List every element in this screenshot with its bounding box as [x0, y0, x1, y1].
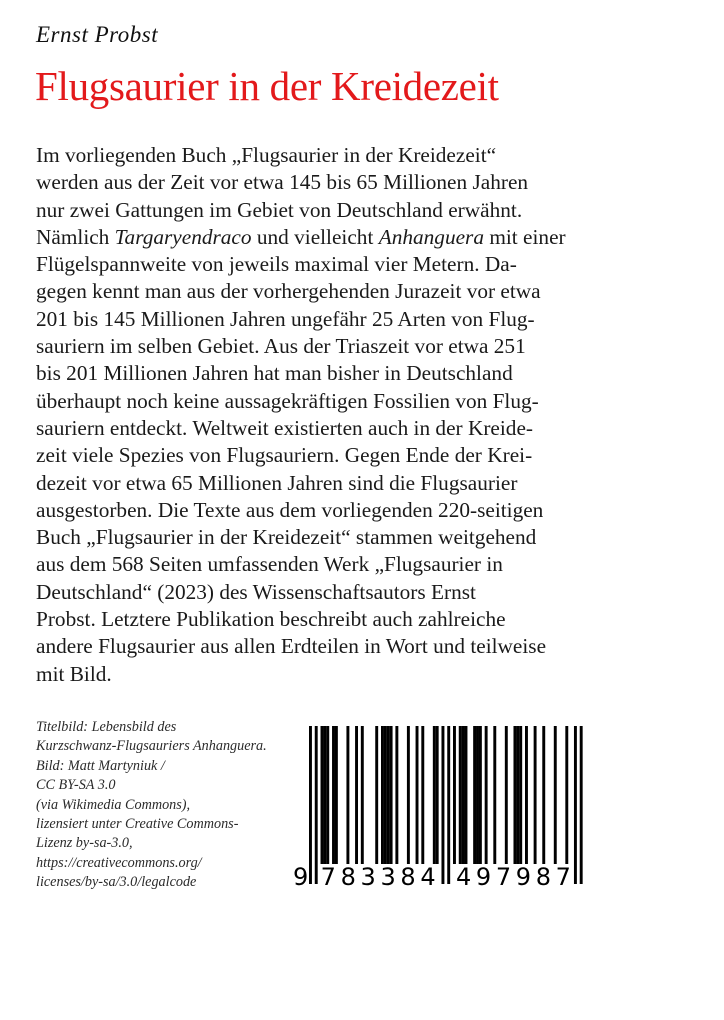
blurb-segment: mit Bild. [36, 661, 112, 686]
book-title: Flugsaurier in der Kreidezeit [35, 63, 499, 109]
blurb-line [36, 388, 636, 415]
blurb-segment: Buch „Flugsaurier in der Kreidezeit“ stammen weitgehend [36, 525, 537, 550]
blurb-line [36, 661, 636, 688]
blurb-line [36, 579, 636, 606]
blurb-line [36, 606, 636, 633]
blurb-line [36, 470, 636, 497]
blurb-segment: 201 bis 145 Millionen Jahren ungefähr 25 Arten von Flug- [36, 306, 535, 331]
blurb-segment: bis 201 Millionen Jahren hat man bisher in Deutschland [36, 361, 513, 386]
blurb-segment: Flügelspannweite von jeweils maximal vier Metern. Da- [36, 252, 517, 277]
genus-name: Targaryendraco [114, 224, 252, 249]
blurb-segment: und vielleicht [251, 224, 379, 249]
blurb-segment: Probst. Letztere Publikation beschreibt auch zahlreiche [36, 607, 506, 632]
blurb-line [36, 442, 636, 469]
author-name: Ernst Probst [36, 22, 159, 47]
blurb-segment: andere Flugsaurier aus allen Erdteilen in Wort und teilweise [36, 634, 547, 659]
blurb-line [36, 169, 636, 196]
genus-name: Anhanguera [378, 224, 484, 249]
blurb-segment: Nämlich [36, 224, 115, 249]
blurb-line [36, 633, 636, 660]
blurb-segment: ausgestorben. Die Texte aus dem vorliegenden 220-seitigen [36, 497, 544, 522]
blurb-segment: werden aus der Zeit vor etwa 145 bis 65 Millionen Jahren [36, 170, 529, 195]
blurb-line [36, 251, 636, 278]
blurb-line [36, 415, 636, 442]
blurb-segment: mit einer [484, 224, 566, 249]
credit-line: Bild: Matt Martyniuk / [36, 757, 165, 774]
credit-line: Kurzschwanz-Flugsauriers Anhanguera. [36, 738, 267, 755]
blurb-segment: Deutschland“ (2023) des Wissenschaftsautors Ernst [36, 579, 476, 604]
credit-line: (via Wikimedia Commons), [36, 796, 191, 813]
isbn-barcode [292, 726, 592, 892]
credit-line: CC BY-SA 3.0 [36, 777, 116, 794]
blurb-line [36, 278, 636, 305]
blurb-segment: überhaupt noch keine aussagekräftigen Fossilien von Flug- [36, 388, 539, 413]
barcode-left-digits: 783384 [320, 863, 436, 891]
blurb-text [36, 142, 636, 688]
blurb-segment: dezeit vor etwa 65 Millionen Jahren sind die Flugsaurier [36, 470, 518, 495]
credit-line: licenses/by-sa/3.0/legalcode [36, 874, 197, 891]
credit-line: lizensiert unter Creative Commons- [36, 816, 239, 833]
blurb-segment: gegen kennt man aus der vorhergehenden Jurazeit vor etwa [36, 279, 541, 304]
blurb-segment: zeit viele Spezies von Flugsauriern. Gegen Ende der Krei- [36, 443, 533, 468]
cover-image-credit [36, 718, 296, 893]
blurb-line [36, 306, 636, 333]
blurb-line [36, 197, 636, 224]
blurb-line [36, 142, 636, 169]
barcode-right-digits: 497987 [456, 863, 571, 891]
blurb-segment: sauriern entdeckt. Weltweit existierten auch in der Kreide- [36, 415, 533, 440]
credit-line: https://creativecommons.org/ [36, 854, 202, 871]
blurb-line [36, 333, 636, 360]
blurb-line [36, 360, 636, 387]
blurb-segment: sauriern im selben Gebiet. Aus der Triaszeit vor etwa 251 [36, 334, 526, 359]
blurb-line [36, 497, 636, 524]
blurb-segment: aus dem 568 Seiten umfassenden Werk „Flugsaurier in [36, 552, 503, 577]
credit-line: Lizenz by-sa-3.0, [36, 835, 133, 852]
blurb-line [36, 524, 636, 551]
blurb-line [36, 224, 636, 251]
blurb-segment: Im vorliegenden Buch „Flugsaurier in der Kreidezeit“ [36, 143, 497, 167]
credit-line: Titelbild: Lebensbild des [36, 719, 177, 735]
blurb-segment: nur zwei Gattungen im Gebiet von Deutschland erwähnt. [36, 197, 523, 222]
barcode-lead-digit: 9 [293, 863, 309, 891]
blurb-line [36, 551, 636, 578]
